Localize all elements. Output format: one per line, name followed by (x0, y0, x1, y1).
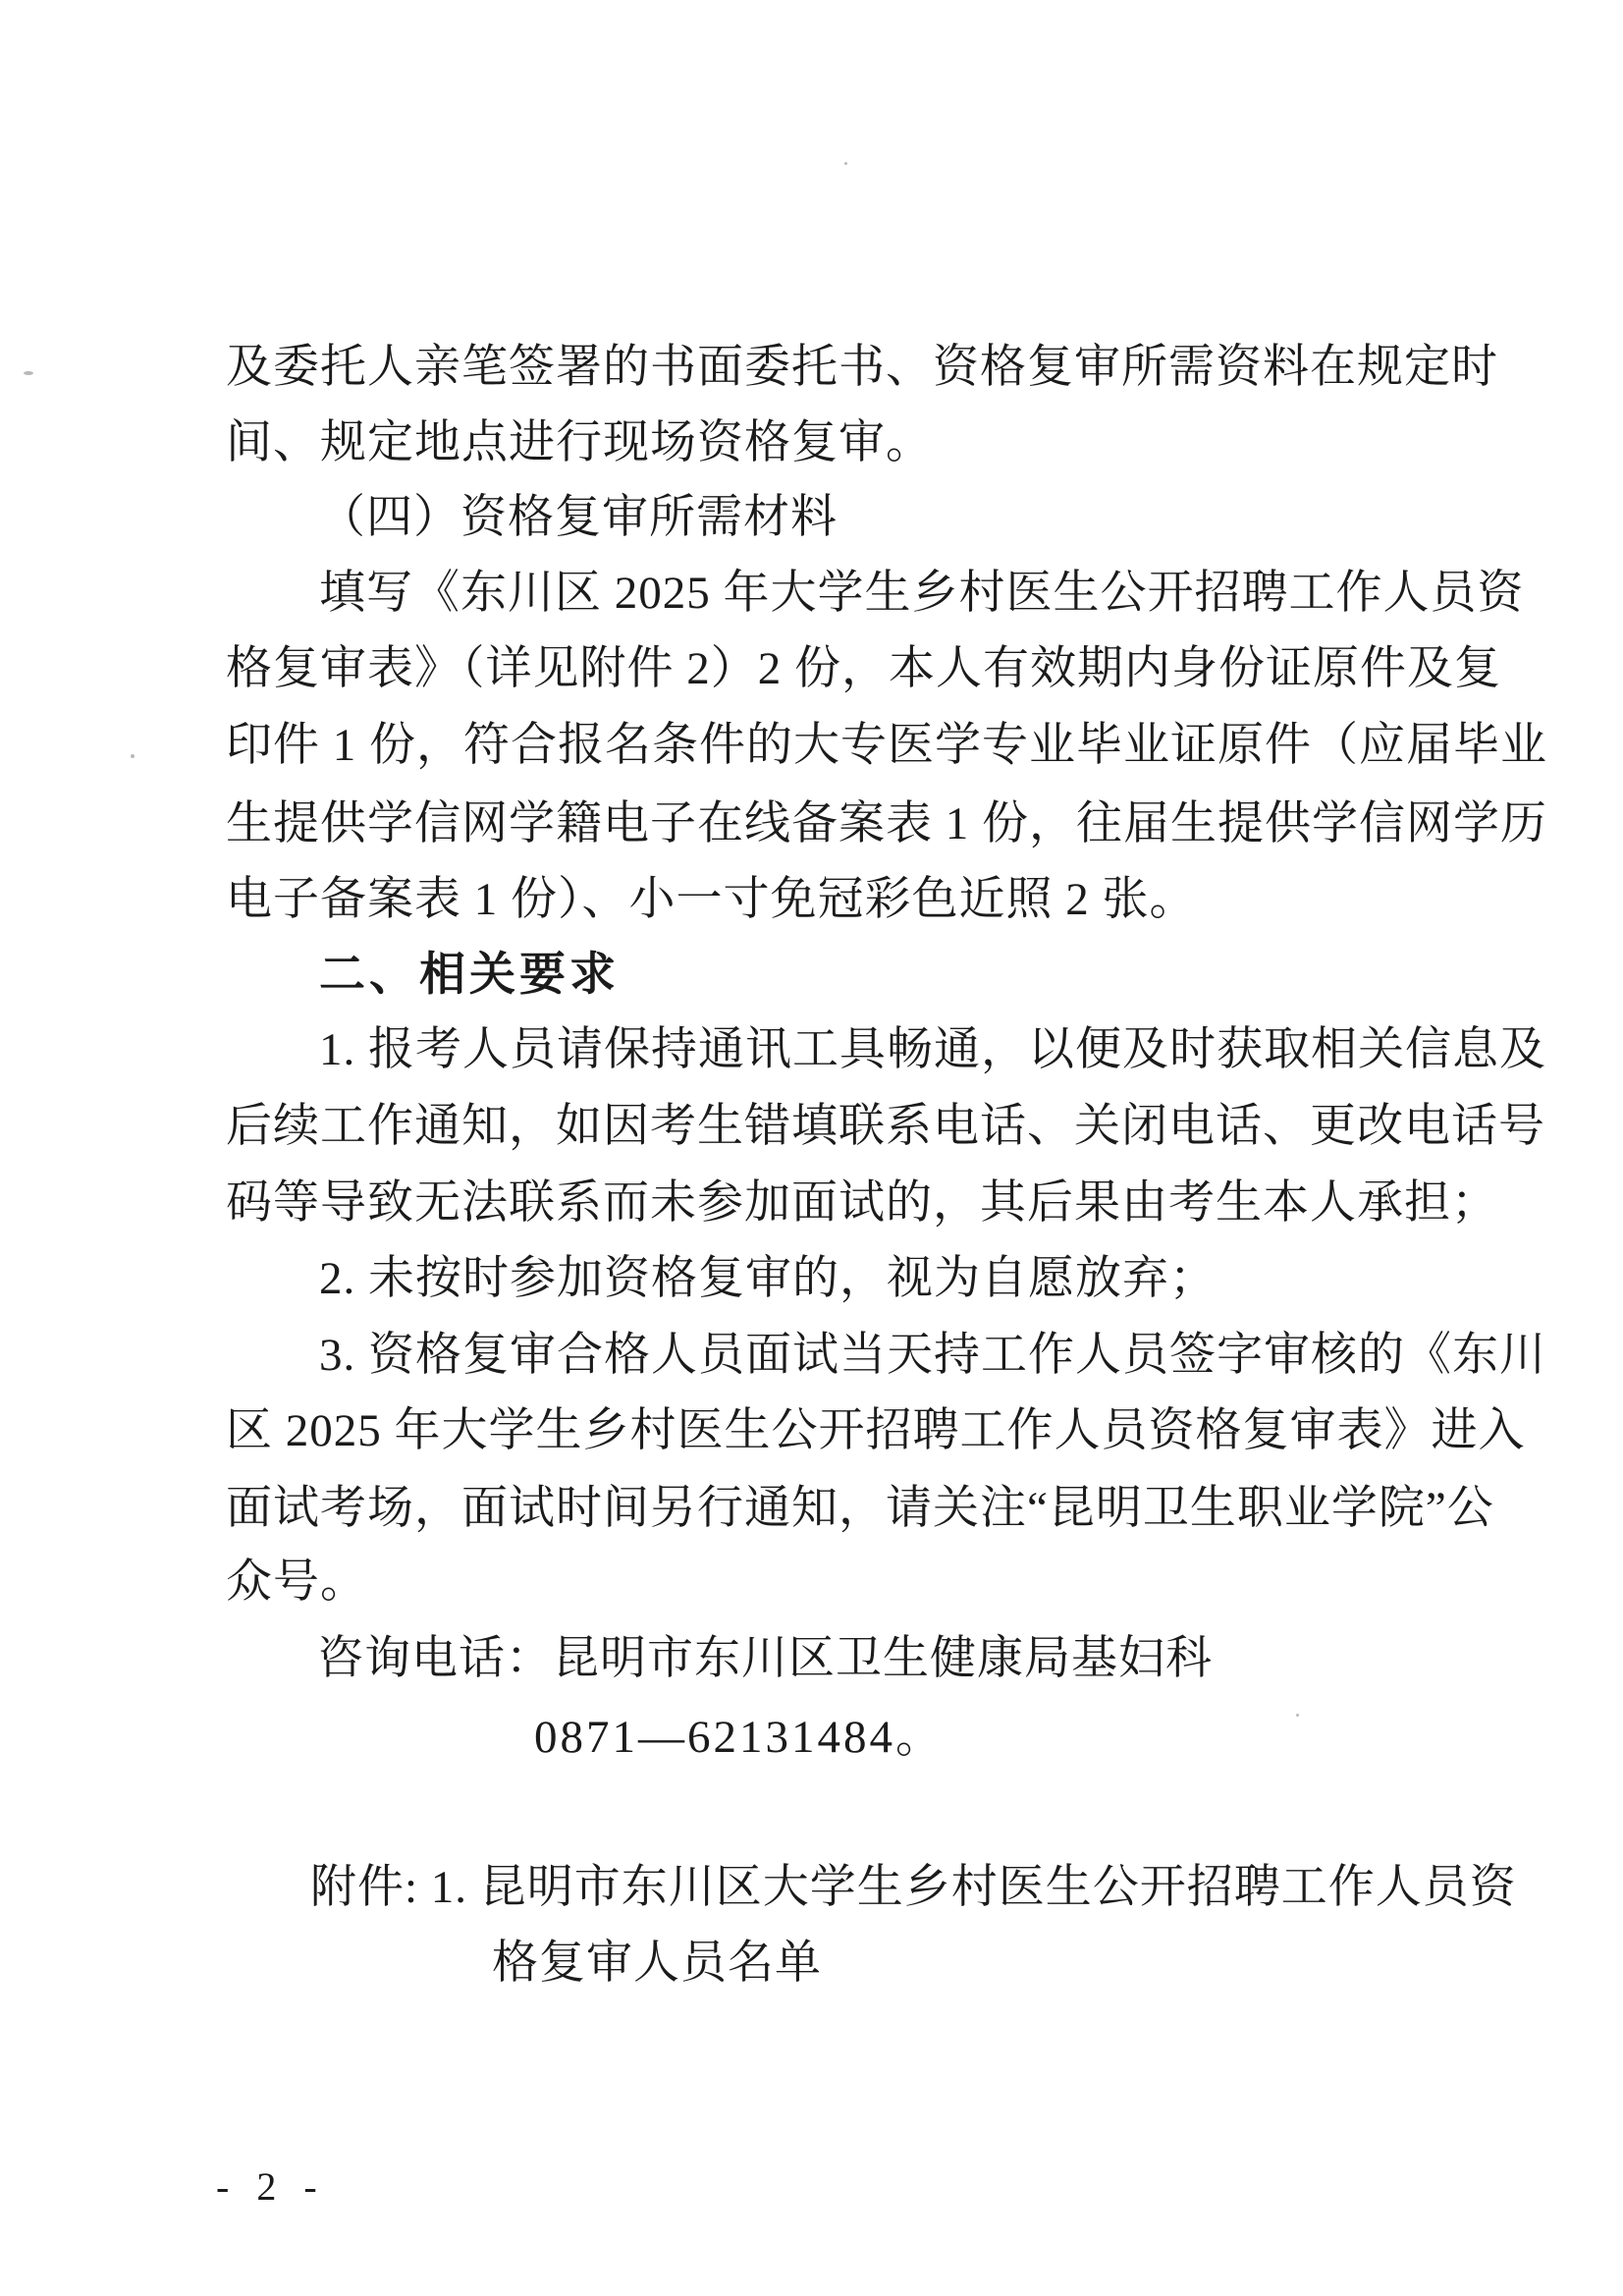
attachment-line: 格复审人员名单 (492, 1938, 822, 1989)
paragraph-line: 众号。 (226, 1557, 367, 1608)
contact-phone-label-line: 咨询电话：昆明市东川区卫生健康局基妇科 (317, 1633, 1213, 1684)
requirement-3-line: 3. 资格复审合格人员面试当天持工作人员签字审核的《东川 (319, 1330, 1546, 1381)
paragraph-line: 印件 1 份，符合报名条件的大专医学专业毕业证原件（应届毕业 (226, 720, 1547, 771)
scan-speck (24, 371, 33, 375)
paragraph-line: 码等导致无法联系而未参加面试的，其后果由考生本人承担； (226, 1177, 1498, 1229)
requirement-1-line: 1. 报考人员请保持通讯工具畅通，以便及时获取相关信息及 (319, 1024, 1546, 1075)
paragraph-line: 电子备案表 1 份）、小一寸免冠彩色近照 2 张。 (226, 874, 1197, 925)
scan-speck (131, 754, 135, 758)
paragraph-line: 区 2025 年大学生乡村医生公开招聘工作人员资格复审表》进入 (226, 1405, 1526, 1456)
scan-speck (1296, 1714, 1299, 1717)
paragraph-line: 后续工作通知，如因考生错填联系电话、关闭电话、更改电话号 (226, 1101, 1545, 1152)
page-number: - 2 - (216, 2164, 326, 2209)
requirement-2-line: 2. 未按时参加资格复审的，视为自愿放弃； (319, 1253, 1217, 1304)
phone-number-line: 0871—62131484。 (534, 1712, 945, 1763)
subsection-heading-materials: （四）资格复审所需材料 (319, 492, 838, 543)
paragraph-line: 及委托人亲笔签署的书面委托书、资格复审所需资料在规定时 (226, 342, 1498, 393)
paragraph-line: 间、规定地点进行现场资格复审。 (226, 417, 933, 468)
scan-speck (844, 162, 847, 165)
paragraph-line: 面试考场，面试时间另行通知，请关注“昆明卫生职业学院”公 (226, 1483, 1494, 1534)
paragraph-line: 生提供学信网学籍电子在线备案表 1 份，往届生提供学信网学历 (226, 798, 1547, 849)
paragraph-line: 格复审表》（详见附件 2）2 份，本人有效期内身份证原件及复 (226, 643, 1501, 694)
section-heading-requirements: 二、相关要求 (319, 948, 620, 1000)
attachment-line: 附件: 1. 昆明市东川区大学生乡村医生公开招聘工作人员资 (310, 1862, 1517, 1913)
paragraph-line: 填写《东川区 2025 年大学生乡村医生公开招聘工作人员资 (319, 568, 1525, 619)
